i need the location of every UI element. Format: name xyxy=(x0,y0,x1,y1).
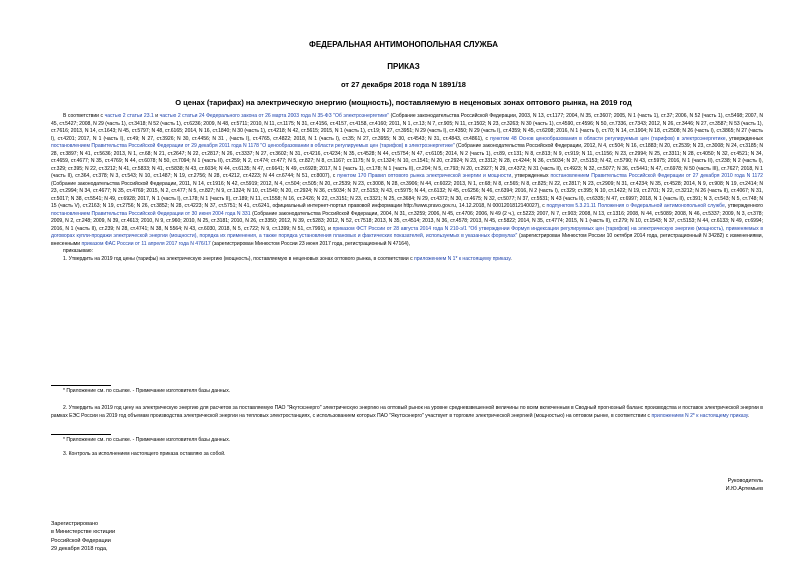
item-1 xyxy=(51,256,763,264)
resolution-1172-link[interactable]: постановлением Правительства Российской Федерации от 27 декабря 2010 года N 1172 xyxy=(550,173,763,179)
agency-heading: ФЕДЕРАЛЬНАЯ АНТИМОНОПОЛЬНАЯ СЛУЖБА xyxy=(309,40,498,49)
document-body xyxy=(51,113,763,263)
document-title: О ценах (тарифах) на электрическую энергию (мощность), поставляемую в неценовых зонах оптового рынка, на 2019 год xyxy=(175,98,632,107)
registration-date: 29 декабря 2018 года, xyxy=(51,546,108,553)
registration-line: Российской Федерации xyxy=(51,537,111,544)
footnote-rule xyxy=(51,385,111,386)
resolution-331-link[interactable]: постановлением Правительства Российской Федерации от 30 июня 2004 года N 331 xyxy=(51,210,251,217)
text: (Собрание законодательства Российской Федерации, 2003, N 13, ст.1177; 2004, N 35, ст.3607; 2005, N 1 (часть 1), ст.37; 2006, N 52 (часть 1), ст.5498; 2007, N 45, ст.5427; 2008, N 29 (часть 1), ст.3418; N 52 (часть 1), ст.6236; 2009, N 48, ст.5711; 2010, N 11, ст.1175; N 31, ст.4156, ст.4157, ст.4158, ст.4160; 2011, N 1, ст.13; N 7, ст.905; N 11, ст.1502; N 23, ст.3263; N 30 (часть 1), ст.4590, ст.4596; N 50, ст.7336, ст.7343; 2012, N 26, ст.3446; N 27, ст.3587; N 53 (часть 1), ст.7616; 2013, N 14, ст.1643; N 45, ст.5797; N 48, ст.6165; 2014, N 16, ст.1840; N 30 (часть 1), ст.4218; N 42, ст.5615; 2015, N 1 (часть 1), ст.19; N 27, ст.3951; N 29 (часть I), ст.4350; N 29 (часть I), ст.4359; N 45, ст.6208; 2016, N 1 (часть I), ст.70; N 14, ст.1904; N 18, ст.2508; N 26 (часть I), ст.3865; N 27 (часть I), ст.4201; 2017, N 1 (часть I), ст.49; N 27, ст.3926; N 30, ст.4456; N 31 , (часть I), ст.4765, ст.4822; 2018, N 1 (часть I), ст.35; N 27, ст.3955; N 30, ст.4543; N 31, ст.4843, ст.4861), с xyxy=(51,113,763,142)
registration-block xyxy=(51,520,115,554)
text: (зарегистрирован Минюстом России 23 июня 2017 года, регистрационный N 47164), xyxy=(210,240,410,247)
appendix-1-link[interactable]: приложением N 1* к настоящему приказу xyxy=(414,255,511,262)
signature-block xyxy=(726,477,763,493)
footnote-text: * Приложение см. по ссылке. - Примечание изготовителя базы данных. xyxy=(63,388,231,394)
control-text: 3. Контроль за исполнением настоящего приказа оставляю за собой. xyxy=(63,451,226,457)
signatory-name: И.Ю.Артемьев xyxy=(725,486,763,492)
text: (зарегистрирован Минюстом России 10 октября 2014 года, регистрационный N 34282) с изменениями, внесенными xyxy=(51,233,763,247)
signatory-position: Руководитель xyxy=(727,478,763,484)
registration-line: в Министерстве юстиции xyxy=(51,529,116,536)
footnote-text: * Приложение см. по ссылке. - Примечание изготовителя базы данных. xyxy=(63,437,231,443)
fas-regulation-link[interactable]: подпунктом 5.3.21.11 Положения о Федеральной антимонопольной службе xyxy=(546,203,725,209)
registration-line: Зарегистрировано xyxy=(51,521,99,527)
text: и xyxy=(153,113,160,119)
item-2 xyxy=(51,405,763,420)
text: . xyxy=(747,412,750,419)
date-number: от 27 декабря 2018 года N 1891/18 xyxy=(341,80,466,89)
resolution-1178-link[interactable]: постановлением Правительства Российской Федерации от 29 декабря 2011 года N 1178 "О ценообразовании в области регулируемых цен (тарифов) в электроэнергетике" xyxy=(51,143,455,149)
text: , утвержденных xyxy=(725,135,764,142)
pricing-basics-link[interactable]: пунктом 48 Основ ценообразования в области регулируемых цен (тарифов) в электроэнергетике xyxy=(490,135,726,142)
order-word: приказываю: xyxy=(63,248,93,254)
text: , утвержденных xyxy=(511,173,551,179)
text: (Собрание законодательства Российской Федерации, 2011, N 14, ст.1916; N 42, ст.5919; 2012, N 4, ст.504; ст.505; N 20, ст.2539; N 23, ст.3008, N 28, ст.3906; N 44, ст.6022; 2013, N 1, ст.68; N 8, ст.565; N 8, ст.825; N 22, ст.2817; N 23, ст.2909; N 31, ст.4234; N 35, ст.4528; 2014, N 9, ст.908; N 19, ст.2414; N 23, ст.2994; N 34, ст.4677; N 35, ст.4769; 2015, N 2, ст.477; N 5, ст.827; N 9, ст.1324; N 10, ст.1540; N 20, ст.2924; N 36, ст.5034; N 37, ст.5153; N 43, ст.5975; N 44, ст.6132; N 45, ст.6256; N 46, ст.6394; 2016, N 2 (часть I), ст.329; ст.395; N 10, ст.1422; N 19, ст.2701; N 22, ст.3212; N 26 (часть II), ст.4067; N 31, ст.5017; N 38, ст.5541; N 49, ст.6928; 2017, N 1 (часть I), ст.178; N 1 (часть II), ст.189; N 11, ст.1558; N 16, ст.2426; N 22, ст.3151; N 23, ст.3321; N 25, ст.3684; N 29, ст.4372; N 30, ст.4675; N 32, ст.5077; N 37, ст.5531; N 43 (часть II), ст.6335; N 47, ст.6997; 2018, N 1 (часть II), ст.391; N 3, ст.543; N 5, ст.748; N 15 (часть V), ст.2163; N 19, ст.2756; N 26, ст.3852; N 28, ст.4223; N 37, ст.5751; N 41, ст.6241, официальный интернет-портал правовой информации http://www.pravo.gov.ru, 14.12.2018, N 0001201812140027), с xyxy=(51,180,763,209)
item-3 xyxy=(51,451,763,459)
appendix-2-link[interactable]: приложением N 2* к настоящему приказу xyxy=(651,412,748,419)
footnote-1 xyxy=(51,388,763,396)
market-rules-link[interactable]: пунктом 170 Правил оптового рынка электрической энергии и мощности xyxy=(337,173,512,179)
text: . xyxy=(510,255,512,262)
text: (Собрание законодательства Российской Федерации, 2012, N 4, ст.504; N 16, ст.1883; N 20, ст.2539; N 23, ст.3008; N 24, ст.3185; N 28, ст.3897; N 41, ст.5636; 2013, N 1, ст.68; N 21, ст.2647; N 22, ст.2817; N 26, ст.3337; N 27, ст.3602; N 31, ст.4216, ст.4234; N 35, ст.4528; N 44, ст.5754; N 47, ст.6105; 2014, N 2 (часть 1), ст.89, ст.131; N 8, ст.813; N 9, ст.919; N 11, ст.1156; N 23, ст.2994; N 25, ст.3311; N 28, ст.4050; N 32, ст.4521; N 34, ст.4659, ст.4677; N 35, ст.4769; N 44, ст.6078; N 50, ст.7094; N 1 (часть II), ст.259; N 2, ст.474; ст.477; N 5, ст.827; N 8, ст.1167; ст.1175; N 9, ст.1324; N 10, ст.1541; N 20, ст.2924; N 23, ст.3312; N 28, ст.4244; N 36, ст.5034; N 37, ст.5153; N 42, ст.5790; N 43, ст.5975; 2016, N 1 (часть II), ст.238; N 2 (часть I), ст.329; ст.395; N 22, ст.3212; N 41, ст.5833; N 41, ст.5838; N 43, ст.6034; N 44, ст.6135; N 47, ст.6641; N 49, ст.6928; 2017, N 1 (часть 1), ст.178; N 1 (часть II), ст.204; N 5, ст.793; N 20, ст.2927; N 29, ст.4372; N 31 (часть II), ст.4923; N 32, ст.5077; N 36, ст.5441; N 47, ст.6978; N 50 (часть III), ст.7627; 2018, N 1 (часть II), ст.364, ст.378; N 3, ст.543; N 10, ст.1487; N 19, ст.2756; N 28, ст.4212, ст.4223; N 44 ст.6744; N 51, ст.8007), с xyxy=(51,143,763,179)
fas-order-476-link[interactable]: приказом ФАС России от 11 апреля 2017 года N 476/17 xyxy=(81,240,211,247)
law-link-23-1[interactable]: частью 2 статьи 23.1 xyxy=(104,113,154,119)
law-link-35-fz[interactable]: частью 2 статьи 24 Федерального закона от 26 марта 2003 года N 35-ФЗ "Об электроэнергетике" xyxy=(159,113,390,119)
preamble-paragraph xyxy=(51,113,763,248)
doc-type-heading: ПРИКАЗ xyxy=(387,62,420,71)
text: 2. Утвердить на 2019 год цену на электрическую энергию для расчетов за поставляемую ПАО "Якутскэнерго" электрическую энергию на оптовый рынок на уровне средневзвешенной величины по всем включенным в Сводный прогнозный баланс производства и поставок электрической энергии в рамках ЕЭС России на 2019 год объемам производства электрической энергии на тепловых электростанциях, с использованием которых ПАО "Якутскэнерго" участвует в торговле электрической энергией (мощностью) на оптовом рынке, в соответствии с xyxy=(51,405,763,419)
text: (Собрание законодательства Российской Федерации, 2004, N 31, ст.3259; 2006, N 45, ст.4706; 2006, N 49 (2 ч.), ст.5223; 2007, N 7, ст.903; 2008, N 13, ст.1316; 2008, N 44, ст.5089; 2008, N 46, ст.5337; 2009, N 3, ст.378; 2009, N 2, ст.248; 2009, N 39, ст.4613; 2010, N 9, ст.960; 2010, N 25, ст.3181; 2010, N 26, ст.3350; 2012, N 39, ст.5283; 2012, N 52, ст.7518; 2013, N 35, ст.4514; 2013, N 36, ст.4578; 2013, N 45, ст.5822; 2014, N 35, ст.4774; 2015, N 1 (часть II), ст.279; N 10, ст.1543; N 37, ст.5153; N 44, ст.6133; N 49, ст.6994; 2016, N 1 (часть II), ст.239; N 28, ст.4741; N 38, N 5564; N 43, ст.6030, 2018, N 5, ст.722; N 9, ст.1399; N 51, ст.7991), и xyxy=(51,210,764,232)
text: 1. Утвердить на 2019 год цены (тарифы) на электрическую энергию (мощность), поставляемую в неценовых зонах оптового рынка, в соответствии с xyxy=(63,255,415,262)
text: , утвержденного xyxy=(724,203,763,209)
footnote-rule xyxy=(51,434,111,435)
text: В соответствии с xyxy=(63,113,105,119)
fst-order-link[interactable]: приказом ФСТ России от 28 августа 2014 года N 210-э/1 "Об утверждении Формул индексации регулируемых цен (тарифов) на электрическую энергию (мощность), применяемых в договорах купли-продажи электрической энергии (мощности), порядка их применения, а также порядка установления плановых и фактических показателей, используемых в указанных формулах" xyxy=(51,225,763,239)
footnote-2 xyxy=(51,437,763,445)
